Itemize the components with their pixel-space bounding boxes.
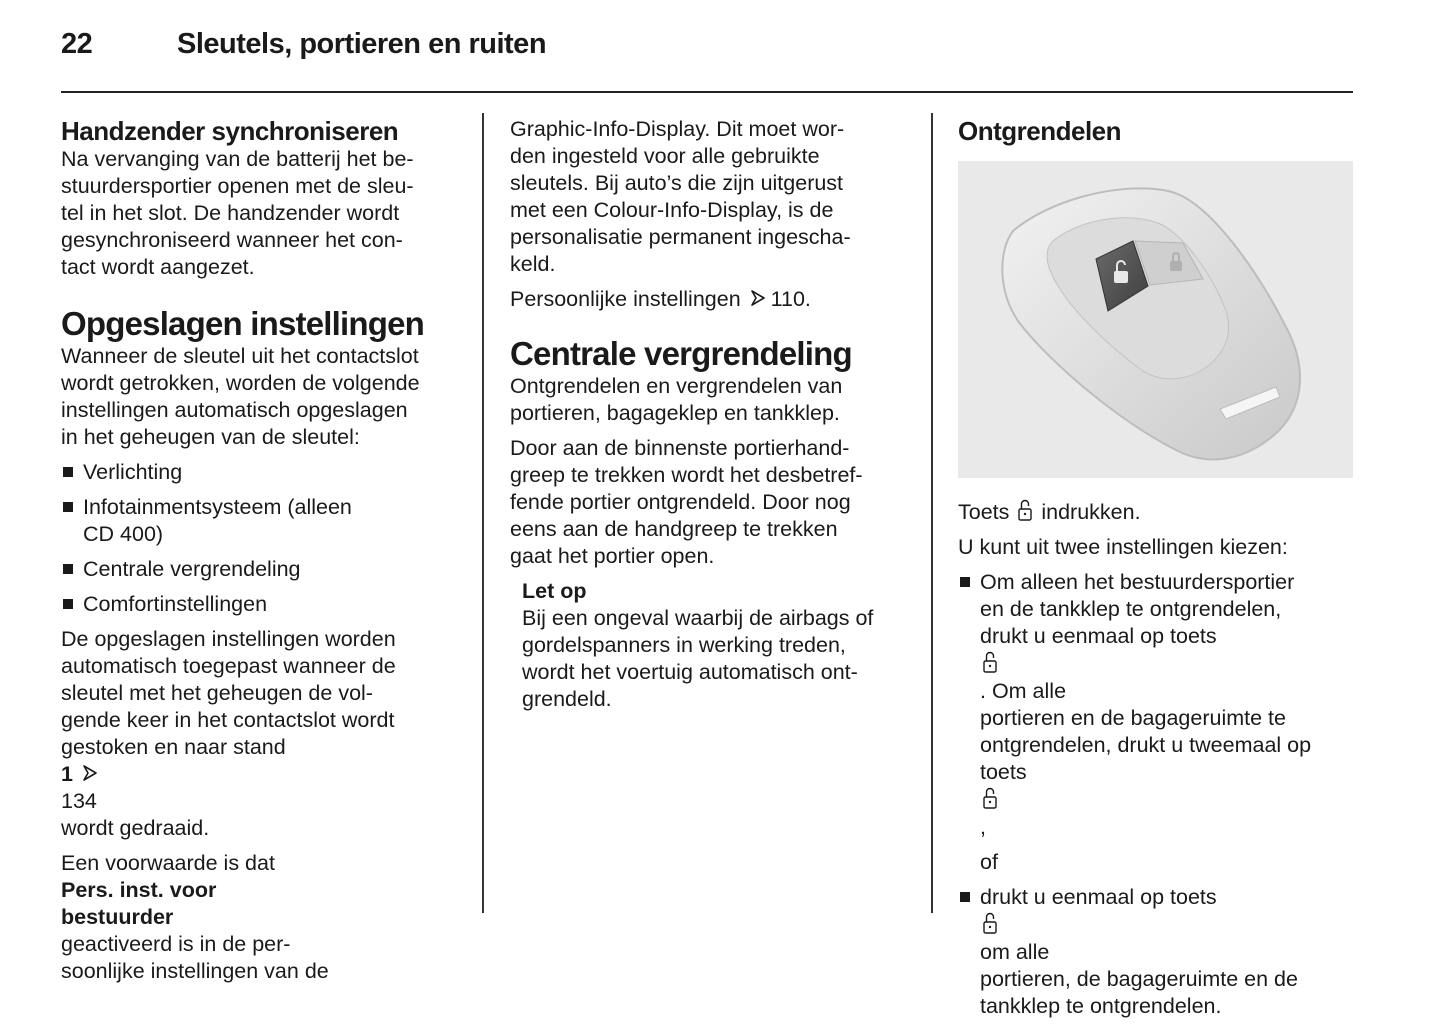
unlock-icon — [1017, 498, 1033, 522]
list-item: Verlichting — [61, 459, 466, 486]
personal-settings-ref: Persoonlijke instellingen 110. — [510, 287, 811, 311]
list-item: drukt u eenmaal op toets om alle portieren, de bagageruimte en de tankklep te ontgrendelen. — [958, 884, 1353, 1020]
unlock-options-list-2 — [958, 884, 1353, 1020]
toets-line: Toets indrukken. — [958, 500, 1141, 524]
heading-centrale-vergrendeling: Centrale vergrendeling — [510, 335, 852, 372]
opgeslagen-paragraph: Wanneer de sleutel uit het contactslot wordt getrokken, worden de volgende instellingen automatisch opgeslagen in het geheugen van de sleutel: — [61, 344, 420, 449]
continued-paragraph: Graphic-Info-Display. Dit moet wor- den ingesteld voor alle gebruikte sleutels. Bij auto’s die zijn uitgerust met een Colour-Info-Display, is de personalisatie permanent ingescha- keld. — [510, 117, 851, 276]
applied-paragraph: De opgeslagen instellingen worden automatisch toegepast wanneer de sleutel met het geheugen de vol- gende keer in het contactslot wordt gestoken en naar stand 1 134 wordt gedraaid. — [61, 626, 466, 842]
heading-ontgrendelen: Ontgrendelen — [958, 116, 1122, 146]
stand-page-ref: 134 — [61, 789, 97, 813]
key-fob-image — [958, 161, 1353, 478]
condition-paragraph: Een voorwaarde is dat Pers. inst. voor bestuurder geactiveerd is in de per- soonlijke instellingen van de — [61, 851, 329, 983]
page-number: 22 — [61, 28, 93, 60]
list-item: Comfortinstellingen — [61, 591, 466, 618]
note-box — [510, 578, 910, 713]
list-item: Centrale vergrendeling — [61, 556, 466, 583]
column-2 — [510, 116, 910, 721]
heading-handzender: Handzender synchroniseren — [61, 116, 399, 146]
page-reference-icon — [749, 289, 767, 307]
column-3 — [958, 116, 1353, 146]
list-item: Infotainmentsysteem (alleen CD 400) — [61, 494, 466, 548]
running-title: Sleutels, portieren en ruiten — [177, 28, 547, 60]
stored-settings-list — [61, 459, 466, 618]
unlock-icon — [982, 786, 998, 810]
note-text: Bij een ongeval waarbij de airbags of gordelspanners in werking treden, wordt het voertuig automatisch ont- grendeld. — [522, 606, 874, 711]
heading-opgeslagen: Opgeslagen instellingen — [61, 305, 425, 342]
unlock-icon — [982, 911, 998, 935]
unlock-options-list — [958, 569, 1353, 841]
column-divider-2 — [931, 113, 933, 913]
page-reference-icon — [81, 764, 99, 782]
list-item: Om alleen het bestuurdersportier en de tankklep te ontgrendelen, drukt u eenmaal op toets . Om alle portieren en de bagageruimte te ontgrendelen, drukt u tweemaal op toets , — [958, 569, 1353, 841]
sync-paragraph: Na vervanging van de batterij het be- stuurdersportier openen met de sleu- tel in het slot. De handzender wordt gesynchroniseerd wanneer het con- tact wordt aangezet. — [61, 147, 414, 279]
column-divider-1 — [482, 113, 484, 913]
unlock-icon — [982, 650, 998, 674]
column-3-text — [958, 498, 1353, 1028]
header-rule — [61, 91, 1353, 93]
or-text: of — [980, 850, 998, 874]
key-fob-illustration — [958, 161, 1353, 478]
central-intro: Ontgrendelen en vergrendelen van portieren, bagageklep en tankklep. — [510, 374, 843, 425]
note-title: Let op — [522, 579, 587, 603]
stand-value: 1 — [61, 762, 73, 786]
column-1 — [61, 116, 466, 993]
choose-line: U kunt uit twee instellingen kiezen: — [958, 535, 1288, 559]
door-paragraph: Door aan de binnenste portierhand- greep te trekken wordt het desbetref- fende portier ontgrendeld. Door nog eens aan de handgreep te trekken gaat het portier open. — [510, 436, 863, 568]
